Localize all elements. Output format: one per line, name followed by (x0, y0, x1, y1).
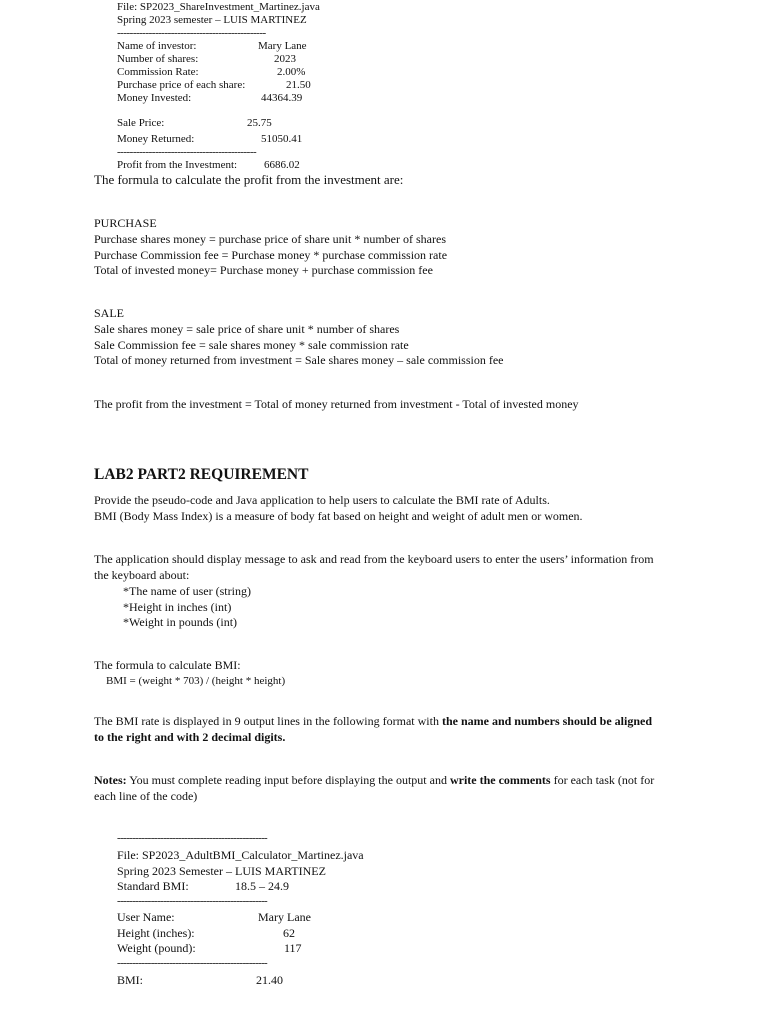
purchase-title: PURCHASE (94, 216, 157, 230)
requirement-heading: LAB2 PART2 REQUIREMENT (94, 466, 309, 483)
height-label: Height (inches): (117, 926, 195, 940)
requirement-line: Provide the pseudo-code and Java application to help users to calculate the BMI rate of Adults. (94, 493, 550, 507)
sale-price-label: Sale Price: (117, 117, 165, 129)
input-item: *Height in inches (int) (123, 600, 232, 614)
input-instruction: the keyboard about: (94, 568, 190, 582)
shares-label: Number of shares: (117, 53, 199, 65)
bmi-value: 21.40 (256, 973, 283, 987)
input-item: *Weight in pounds (int) (123, 615, 238, 629)
money-returned-label: Money Returned: (117, 133, 195, 145)
purchase-line: Purchase Commission fee = Purchase money * purchase commission rate (94, 248, 448, 262)
profit-formula: The profit from the investment = Total of money returned from investment - Total of invested money (94, 397, 579, 411)
sale-line: Sale shares money = sale price of share unit * number of shares (94, 322, 400, 336)
notes-text: You must complete reading input before displaying the output and (126, 773, 450, 787)
display-instruction-text: The BMI rate is displayed in 9 output lines in the following format with (94, 714, 442, 728)
purchase-price-label: Purchase price of each share: (117, 79, 246, 91)
top-file-line: File: SP2023_ShareInvestment_Martinez.java (117, 1, 320, 13)
bottom-file-line: File: SP2023_AdultBMI_Calculator_Martinez.java (117, 848, 364, 862)
standard-bmi-label: Standard BMI: (117, 879, 189, 893)
notes-text-2: for each task (not for (550, 773, 655, 787)
input-item: *The name of user (string) (123, 584, 251, 598)
requirement-line: BMI (Body Mass Index) is a measure of body fat based on height and weight of adult men or women. (94, 509, 583, 523)
purchase-line: Total of invested money= Purchase money + purchase commission fee (94, 263, 433, 277)
bmi-formula-title: The formula to calculate BMI: (94, 658, 241, 672)
shares-value: 2023 (274, 53, 296, 65)
formula-intro: The formula to calculate the profit from the investment are: (94, 172, 404, 187)
top-divider-2: -------------------------------------------- (117, 146, 257, 158)
top-semester-line: Spring 2023 semester – LUIS MARTINEZ (117, 14, 307, 26)
commission-label: Commission Rate: (117, 66, 199, 78)
sale-line: Sale Commission fee = sale shares money * sale commission rate (94, 338, 409, 352)
sale-line: Total of money returned from investment = Sale shares money – sale commission fee (94, 353, 504, 367)
investor-value: Mary Lane (258, 40, 307, 52)
display-instruction-emphasis: the name and numbers should be aligned (441, 714, 652, 728)
display-instruction (94, 714, 652, 729)
money-returned-value: 51050.41 (261, 133, 303, 145)
money-invested-label: Money Invested: (117, 92, 192, 104)
sale-price-value: 25.75 (247, 117, 272, 129)
top-divider: ----------------------------------------------- (117, 27, 266, 39)
notes-label: Notes: (94, 773, 127, 787)
height-value: 62 (283, 926, 295, 940)
bottom-divider-2: ------------------------------------------------- (117, 895, 268, 907)
notes-emphasis: write the comments (449, 773, 551, 787)
user-name-value: Mary Lane (258, 910, 311, 924)
bottom-divider: ------------------------------------------------- (117, 832, 268, 844)
commission-value: 2.00% (277, 66, 306, 78)
investor-label: Name of investor: (117, 40, 197, 52)
display-instruction-emphasis-2: to the right and with 2 decimal digits. (94, 730, 286, 744)
money-invested-value: 44364.39 (261, 92, 303, 104)
standard-bmi-value: 18.5 – 24.9 (235, 879, 289, 893)
profit-label: Profit from the Investment: (117, 159, 238, 171)
weight-value: 117 (284, 941, 302, 955)
profit-value: 6686.02 (264, 159, 300, 171)
sale-title: SALE (94, 306, 124, 320)
purchase-line: Purchase shares money = purchase price of share unit * number of shares (94, 232, 446, 246)
input-instruction: The application should display message to ask and read from the keyboard users to enter the users’ information from (94, 552, 654, 566)
user-name-label: User Name: (117, 910, 175, 924)
bottom-divider-3: ------------------------------------------------- (117, 957, 268, 969)
weight-label: Weight (pound): (117, 941, 196, 955)
notes-line-2: each line of the code) (94, 789, 198, 803)
display-instruction-2 (94, 730, 285, 745)
bmi-label: BMI: (117, 973, 144, 987)
bottom-semester-line: Spring 2023 Semester – LUIS MARTINEZ (117, 864, 326, 878)
bmi-formula: BMI = (weight * 703) / (height * height) (106, 675, 286, 687)
notes-line (94, 773, 654, 788)
purchase-price-value: 21.50 (286, 79, 311, 91)
